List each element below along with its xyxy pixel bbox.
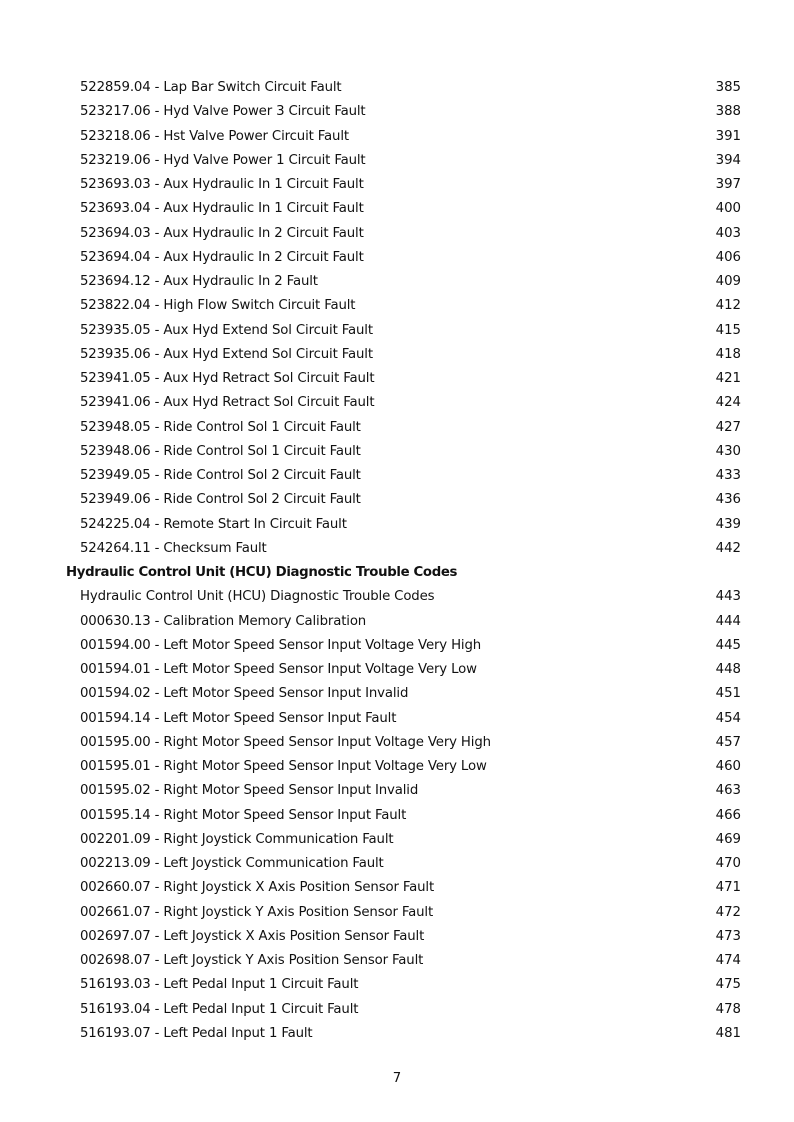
toc-entry-page[interactable]: 469 bbox=[715, 831, 741, 847]
toc-entry-title[interactable]: 001594.14 - Left Motor Speed Sensor Input Fault bbox=[80, 710, 397, 726]
toc-entry[interactable] bbox=[0, 852, 794, 876]
toc-entry-page[interactable]: 475 bbox=[715, 977, 741, 993]
toc-entry[interactable] bbox=[0, 949, 794, 973]
toc-entry-page[interactable]: 406 bbox=[715, 249, 741, 265]
toc-entry-page[interactable]: 460 bbox=[715, 759, 741, 774]
toc-entry[interactable] bbox=[0, 197, 794, 221]
toc-entry[interactable] bbox=[0, 464, 794, 488]
toc-entry[interactable] bbox=[0, 270, 794, 294]
toc-entry-title[interactable]: 002661.07 - Right Joystick Y Axis Position Sensor Fault bbox=[80, 904, 434, 920]
toc-entry[interactable] bbox=[0, 149, 794, 173]
toc-entry-page[interactable]: 397 bbox=[715, 177, 741, 192]
toc-entry-title[interactable]: 523693.04 - Aux Hydraulic In 1 Circuit Fault bbox=[80, 201, 364, 217]
toc-entry-title[interactable]: 523935.06 - Aux Hyd Extend Sol Circuit Fault bbox=[80, 346, 373, 362]
toc-entry-title[interactable]: 002201.09 - Right Joystick Communication Fault bbox=[80, 831, 394, 847]
toc-entry[interactable] bbox=[0, 585, 794, 609]
toc-entry-page[interactable]: 473 bbox=[715, 928, 741, 944]
toc-entry-title[interactable]: Hydraulic Control Unit (HCU) Diagnostic Trouble Codes bbox=[80, 589, 435, 605]
toc-entry[interactable] bbox=[0, 391, 794, 415]
toc-entry-title[interactable]: 523694.03 - Aux Hydraulic In 2 Circuit Fault bbox=[80, 225, 364, 241]
toc-entry-page[interactable]: 451 bbox=[715, 686, 741, 702]
toc-entry-page[interactable]: 474 bbox=[715, 953, 741, 968]
toc-entry-page[interactable]: 481 bbox=[715, 1025, 741, 1041]
table-of-contents bbox=[0, 76, 794, 1046]
toc-entry-page[interactable]: 466 bbox=[715, 807, 741, 823]
toc-entry-title[interactable]: 523948.06 - Ride Control Sol 1 Circuit Fault bbox=[80, 443, 361, 459]
toc-entry-page[interactable]: 478 bbox=[715, 1001, 741, 1017]
toc-entry-page[interactable]: 400 bbox=[715, 201, 741, 217]
toc-entry[interactable] bbox=[0, 343, 794, 367]
toc-entry[interactable] bbox=[0, 222, 794, 246]
toc-entry[interactable] bbox=[0, 779, 794, 803]
toc-entry-title[interactable]: 524225.04 - Remote Start In Circuit Fault bbox=[80, 516, 347, 532]
toc-entry-title[interactable]: 001594.00 - Left Motor Speed Sensor Input Voltage Very High bbox=[80, 637, 482, 653]
toc-entry-title[interactable]: 002697.07 - Left Joystick X Axis Position Sensor Fault bbox=[80, 928, 425, 944]
toc-entry[interactable] bbox=[0, 294, 794, 318]
toc-entry[interactable] bbox=[0, 658, 794, 682]
toc-entry-page[interactable]: 418 bbox=[715, 346, 741, 362]
toc-entry-title[interactable]: 523217.06 - Hyd Valve Power 3 Circuit Fault bbox=[80, 104, 366, 120]
toc-entry[interactable] bbox=[0, 367, 794, 391]
toc-entry-page[interactable]: 391 bbox=[715, 128, 741, 144]
toc-entry[interactable] bbox=[0, 440, 794, 464]
toc-entry-page[interactable]: 427 bbox=[715, 419, 741, 435]
toc-entry-title[interactable]: 002660.07 - Right Joystick X Axis Position Sensor Fault bbox=[80, 880, 435, 896]
toc-entry[interactable] bbox=[0, 973, 794, 997]
toc-entry-page[interactable]: 436 bbox=[715, 492, 741, 508]
toc-entry[interactable] bbox=[0, 246, 794, 270]
toc-entry-title[interactable]: 523949.05 - Ride Control Sol 2 Circuit Fault bbox=[80, 468, 361, 483]
toc-entry-page[interactable]: 445 bbox=[715, 637, 741, 653]
toc-entry-title[interactable]: 001594.02 - Left Motor Speed Sensor Input Invalid bbox=[80, 686, 409, 702]
toc-entry[interactable] bbox=[0, 416, 794, 440]
toc-entry-title[interactable]: 001595.01 - Right Motor Speed Sensor Input Voltage Very Low bbox=[80, 759, 487, 774]
toc-entry-title[interactable]: 523218.06 - Hst Valve Power Circuit Fault bbox=[80, 128, 349, 144]
toc-entry-page[interactable]: 444 bbox=[715, 613, 741, 629]
toc-entry-title[interactable]: 523949.06 - Ride Control Sol 2 Circuit Fault bbox=[80, 492, 361, 508]
toc-entry-title[interactable]: 523935.05 - Aux Hyd Extend Sol Circuit Fault bbox=[80, 322, 373, 338]
toc-section-title[interactable]: Hydraulic Control Unit (HCU) Diagnostic Trouble Codes bbox=[66, 565, 458, 580]
toc-entry-page[interactable]: 457 bbox=[715, 734, 741, 750]
toc-entry-page[interactable]: 463 bbox=[715, 783, 741, 799]
toc-entry-page[interactable]: 385 bbox=[715, 80, 741, 95]
toc-entry-page[interactable]: 415 bbox=[715, 322, 741, 338]
toc-entry-page[interactable]: 409 bbox=[715, 274, 741, 289]
toc-entry[interactable] bbox=[0, 998, 794, 1022]
toc-entry-title[interactable]: 002698.07 - Left Joystick Y Axis Position Sensor Fault bbox=[80, 953, 424, 968]
toc-entry-page[interactable]: 394 bbox=[715, 152, 741, 168]
toc-entry-page[interactable]: 472 bbox=[715, 904, 741, 920]
toc-entry-page[interactable]: 412 bbox=[715, 298, 741, 314]
toc-entry-title[interactable]: 002213.09 - Left Joystick Communication Fault bbox=[80, 856, 384, 871]
toc-entry-title[interactable]: 522859.04 - Lap Bar Switch Circuit Fault bbox=[80, 80, 342, 95]
toc-entry[interactable] bbox=[0, 76, 794, 100]
toc-entry-page[interactable]: 471 bbox=[715, 880, 741, 896]
toc-entry-title[interactable]: 523694.04 - Aux Hydraulic In 2 Circuit Fault bbox=[80, 249, 364, 265]
toc-entry[interactable] bbox=[0, 901, 794, 925]
toc-entry[interactable] bbox=[0, 173, 794, 197]
toc-entry-title[interactable]: 523694.12 - Aux Hydraulic In 2 Fault bbox=[80, 274, 318, 289]
toc-entry-page[interactable]: 443 bbox=[715, 589, 741, 605]
toc-entry-page[interactable]: 424 bbox=[715, 395, 741, 411]
toc-entry-title[interactable]: 001594.01 - Left Motor Speed Sensor Input Voltage Very Low bbox=[80, 662, 477, 677]
toc-entry-title[interactable]: 523941.05 - Aux Hyd Retract Sol Circuit Fault bbox=[80, 371, 375, 386]
page-number: 7 bbox=[392, 1071, 402, 1086]
toc-entry[interactable] bbox=[0, 634, 794, 658]
toc-entry-title[interactable]: 523948.05 - Ride Control Sol 1 Circuit Fault bbox=[80, 419, 361, 435]
toc-entry-title[interactable]: 516193.07 - Left Pedal Input 1 Fault bbox=[80, 1025, 313, 1041]
toc-entry-title[interactable]: 523822.04 - High Flow Switch Circuit Fault bbox=[80, 298, 356, 314]
toc-entry-page[interactable]: 448 bbox=[715, 662, 741, 677]
toc-entry-title[interactable]: 001595.14 - Right Motor Speed Sensor Input Fault bbox=[80, 807, 407, 823]
toc-entry[interactable] bbox=[0, 319, 794, 343]
toc-entry-title[interactable]: 523941.06 - Aux Hyd Retract Sol Circuit Fault bbox=[80, 395, 375, 411]
toc-entry-page[interactable]: 421 bbox=[715, 371, 741, 386]
toc-entry[interactable] bbox=[0, 682, 794, 706]
toc-entry[interactable] bbox=[0, 1022, 794, 1046]
toc-entry-page[interactable]: 442 bbox=[715, 540, 741, 556]
toc-section-heading[interactable] bbox=[0, 561, 794, 585]
toc-entry-title[interactable]: 001595.00 - Right Motor Speed Sensor Input Voltage Very High bbox=[80, 734, 491, 750]
toc-entry[interactable] bbox=[0, 513, 794, 537]
toc-entry[interactable] bbox=[0, 100, 794, 124]
toc-entry-title[interactable]: 516193.03 - Left Pedal Input 1 Circuit Fault bbox=[80, 977, 359, 993]
toc-entry-page[interactable]: 388 bbox=[715, 104, 741, 120]
toc-entry[interactable] bbox=[0, 828, 794, 852]
toc-entry[interactable] bbox=[0, 707, 794, 731]
toc-entry-page[interactable]: 430 bbox=[715, 443, 741, 459]
toc-entry[interactable] bbox=[0, 537, 794, 561]
toc-entry[interactable] bbox=[0, 125, 794, 149]
toc-entry-title[interactable]: 523693.03 - Aux Hydraulic In 1 Circuit Fault bbox=[80, 177, 364, 192]
toc-entry-title[interactable]: 523219.06 - Hyd Valve Power 1 Circuit Fault bbox=[80, 152, 366, 168]
toc-entry[interactable] bbox=[0, 804, 794, 828]
toc-entry[interactable] bbox=[0, 876, 794, 900]
toc-entry-page[interactable]: 433 bbox=[715, 468, 741, 483]
toc-entry-title[interactable]: 001595.02 - Right Motor Speed Sensor Input Invalid bbox=[80, 783, 419, 799]
toc-entry[interactable] bbox=[0, 925, 794, 949]
toc-entry-title[interactable]: 516193.04 - Left Pedal Input 1 Circuit Fault bbox=[80, 1001, 359, 1017]
toc-entry-title[interactable]: 000630.13 - Calibration Memory Calibration bbox=[80, 613, 367, 629]
toc-entry-title[interactable]: 524264.11 - Checksum Fault bbox=[80, 540, 267, 556]
toc-entry-page[interactable]: 403 bbox=[715, 225, 741, 241]
toc-entry[interactable] bbox=[0, 610, 794, 634]
toc-entry-page[interactable]: 470 bbox=[715, 856, 741, 871]
toc-entry[interactable] bbox=[0, 731, 794, 755]
toc-entry-page[interactable]: 454 bbox=[715, 710, 741, 726]
toc-entry[interactable] bbox=[0, 755, 794, 779]
toc-entry-page[interactable]: 439 bbox=[715, 516, 741, 532]
toc-entry[interactable] bbox=[0, 488, 794, 512]
